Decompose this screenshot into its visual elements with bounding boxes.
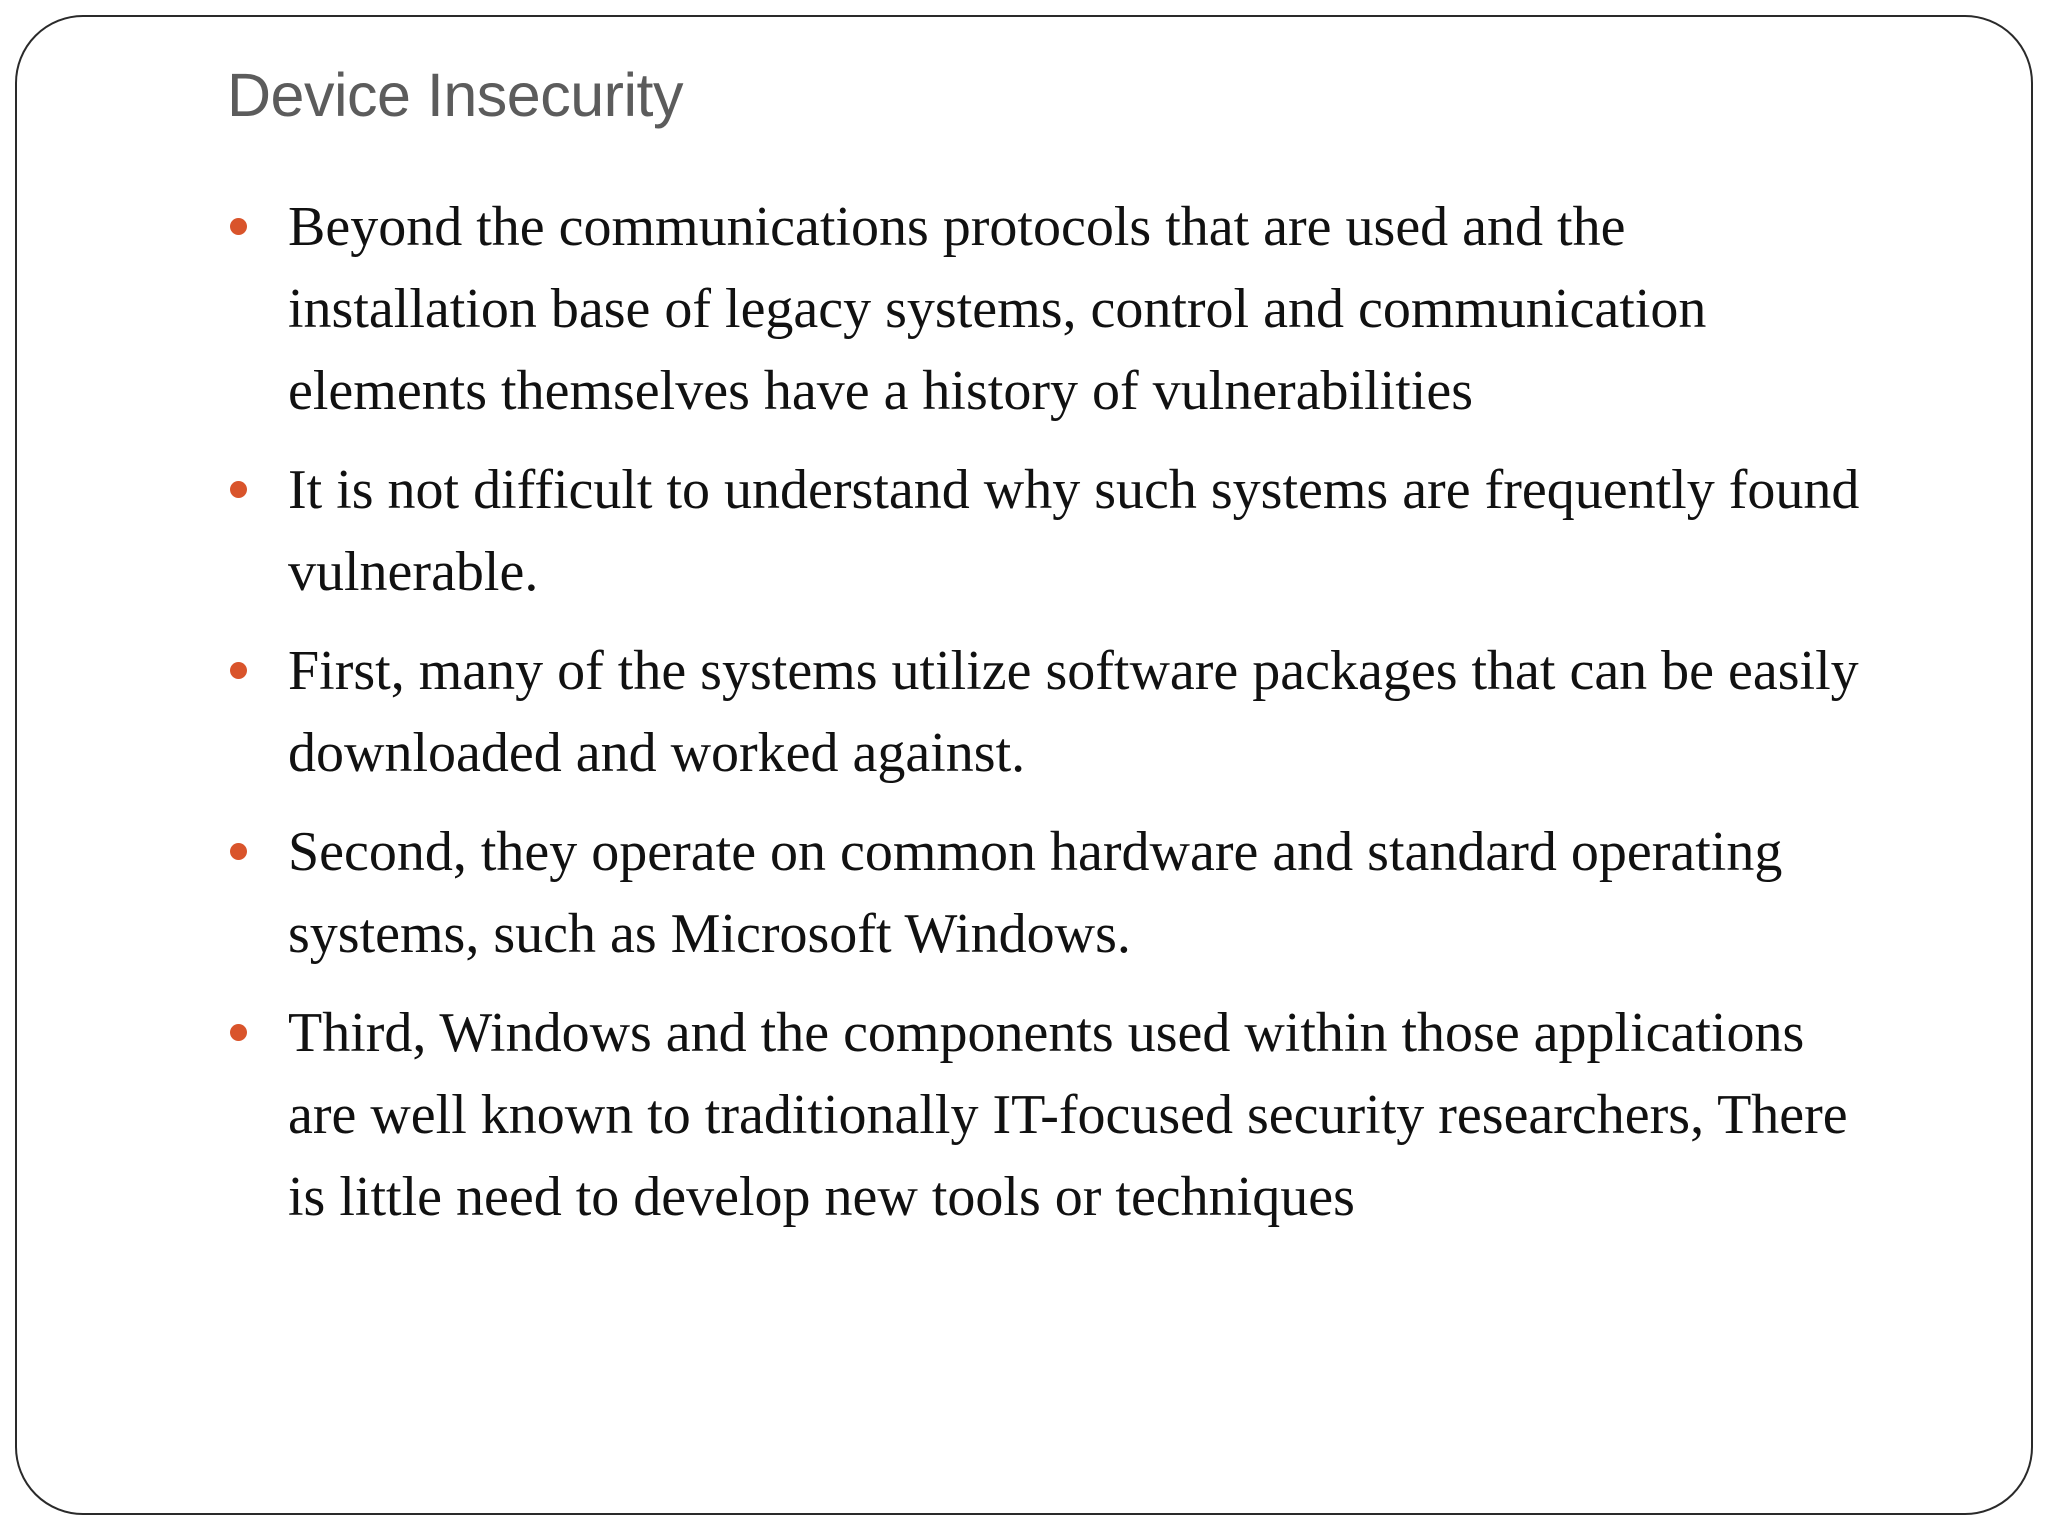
bullet-item [0,449,2048,613]
bullet-item [0,630,2048,794]
bullet-dot-icon [230,1024,247,1041]
bullet-dot-icon [230,218,247,235]
bullet-item [0,992,2048,1238]
slide-title: Device Insecurity [227,61,683,129]
bullet-text: Second, they operate on common hardware and standard operating systems, such as Microsoft Windows. [288,821,1783,965]
bullet-text: First, many of the systems utilize software packages that can be easily downloaded and worked against. [288,640,1859,784]
bullet-text: It is not difficult to understand why such systems are frequently found vulnerable. [288,459,1860,603]
bullet-dot-icon [230,843,247,860]
bullet-dot-icon [230,662,247,679]
bullet-item [0,811,2048,975]
bullet-text: Beyond the communications protocols that are used and the installation base of legacy systems, control and communication elements themselves have a history of vulnerabilities [288,196,1707,422]
bullet-text: Third, Windows and the components used within those applications are well known to traditionally IT-focused security researchers, There is little need to develop new tools or techniques [288,1002,1848,1228]
bullet-item [0,186,2048,432]
bullet-dot-icon [230,481,247,498]
bullet-list [0,186,2048,1255]
